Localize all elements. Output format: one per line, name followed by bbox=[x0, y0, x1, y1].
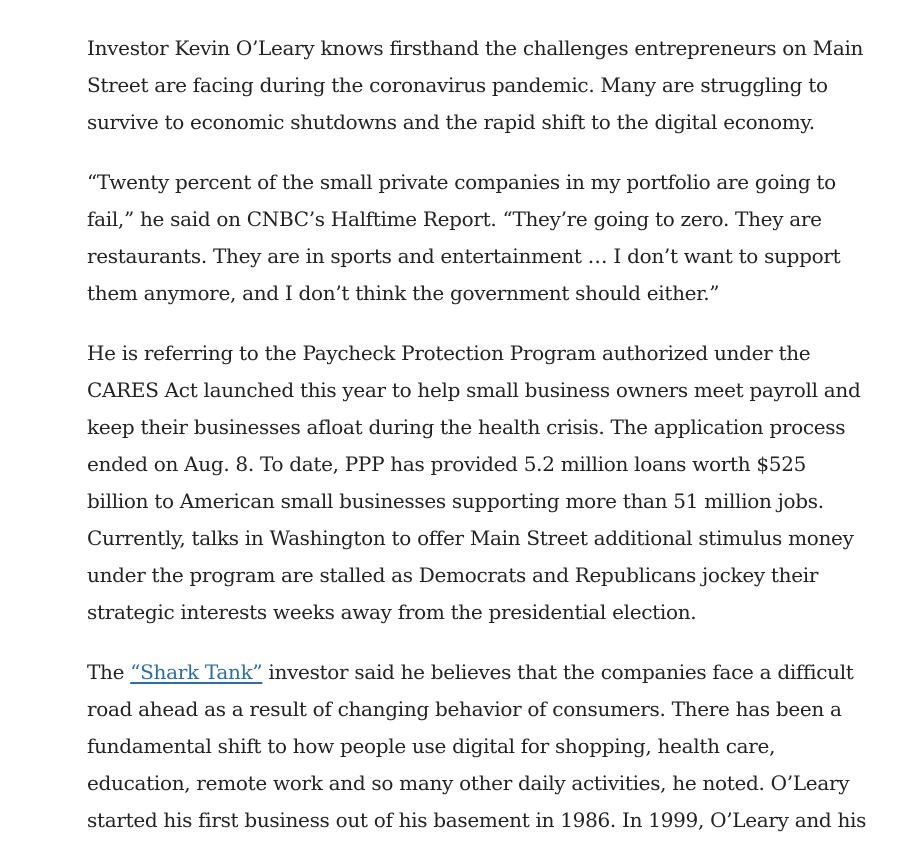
text-line: “Twenty percent of the small private companies in my portfolio are going to bbox=[87, 170, 836, 194]
shark-tank-link[interactable]: “Shark Tank” bbox=[130, 660, 263, 684]
article-body bbox=[87, 30, 867, 862]
text-line: survive to economic shutdowns and the rapid shift to the digital economy. bbox=[87, 110, 815, 134]
paragraph-2 bbox=[87, 164, 867, 312]
text-line: strategic interests weeks away from the presidential election. bbox=[87, 600, 697, 624]
paragraph-4 bbox=[87, 654, 867, 839]
text-line bbox=[87, 654, 867, 691]
paragraph-1 bbox=[87, 30, 867, 141]
text-line: Street are facing during the coronavirus pandemic. Many are struggling to bbox=[87, 73, 828, 97]
text-line: billion to American small businesses supporting more than 51 million jobs. bbox=[87, 489, 824, 513]
text-line: restaurants. They are in sports and entertainment … I don’t want to support bbox=[87, 244, 841, 268]
text-line: Currently, talks in Washington to offer Main Street additional stimulus money bbox=[87, 526, 854, 550]
text-line: Investor Kevin O’Leary knows firsthand the challenges entrepreneurs on Main bbox=[87, 36, 864, 60]
text-line: He is referring to the Paycheck Protection Program authorized under the bbox=[87, 341, 811, 365]
text-line: under the program are stalled as Democrats and Republicans jockey their bbox=[87, 563, 819, 587]
text-line: ended on Aug. 8. To date, PPP has provided 5.2 million loans worth $525 bbox=[87, 452, 807, 476]
paragraph-3 bbox=[87, 335, 867, 631]
text-line: CARES Act launched this year to help small business owners meet payroll and bbox=[87, 378, 861, 402]
text-line: fail,” he said on CNBC’s Halftime Report. “They’re going to zero. They are bbox=[87, 207, 822, 231]
text-line: started his first business out of his basement in 1986. In 1999, O’Leary and his bbox=[87, 808, 867, 832]
text-line: fundamental shift to how people use digital for shopping, health care, bbox=[87, 734, 776, 758]
text-line: keep their businesses afloat during the health crisis. The application process bbox=[87, 415, 846, 439]
text-line: road ahead as a result of changing behavior of consumers. There has been a bbox=[87, 697, 842, 721]
text-line: education, remote work and so many other daily activities, he noted. O’Leary bbox=[87, 771, 850, 795]
text-segment: The bbox=[87, 660, 131, 684]
text-segment: investor said he believes that the companies face a difficult bbox=[262, 660, 854, 684]
text-line: them anymore, and I don’t think the government should either.” bbox=[87, 281, 720, 305]
